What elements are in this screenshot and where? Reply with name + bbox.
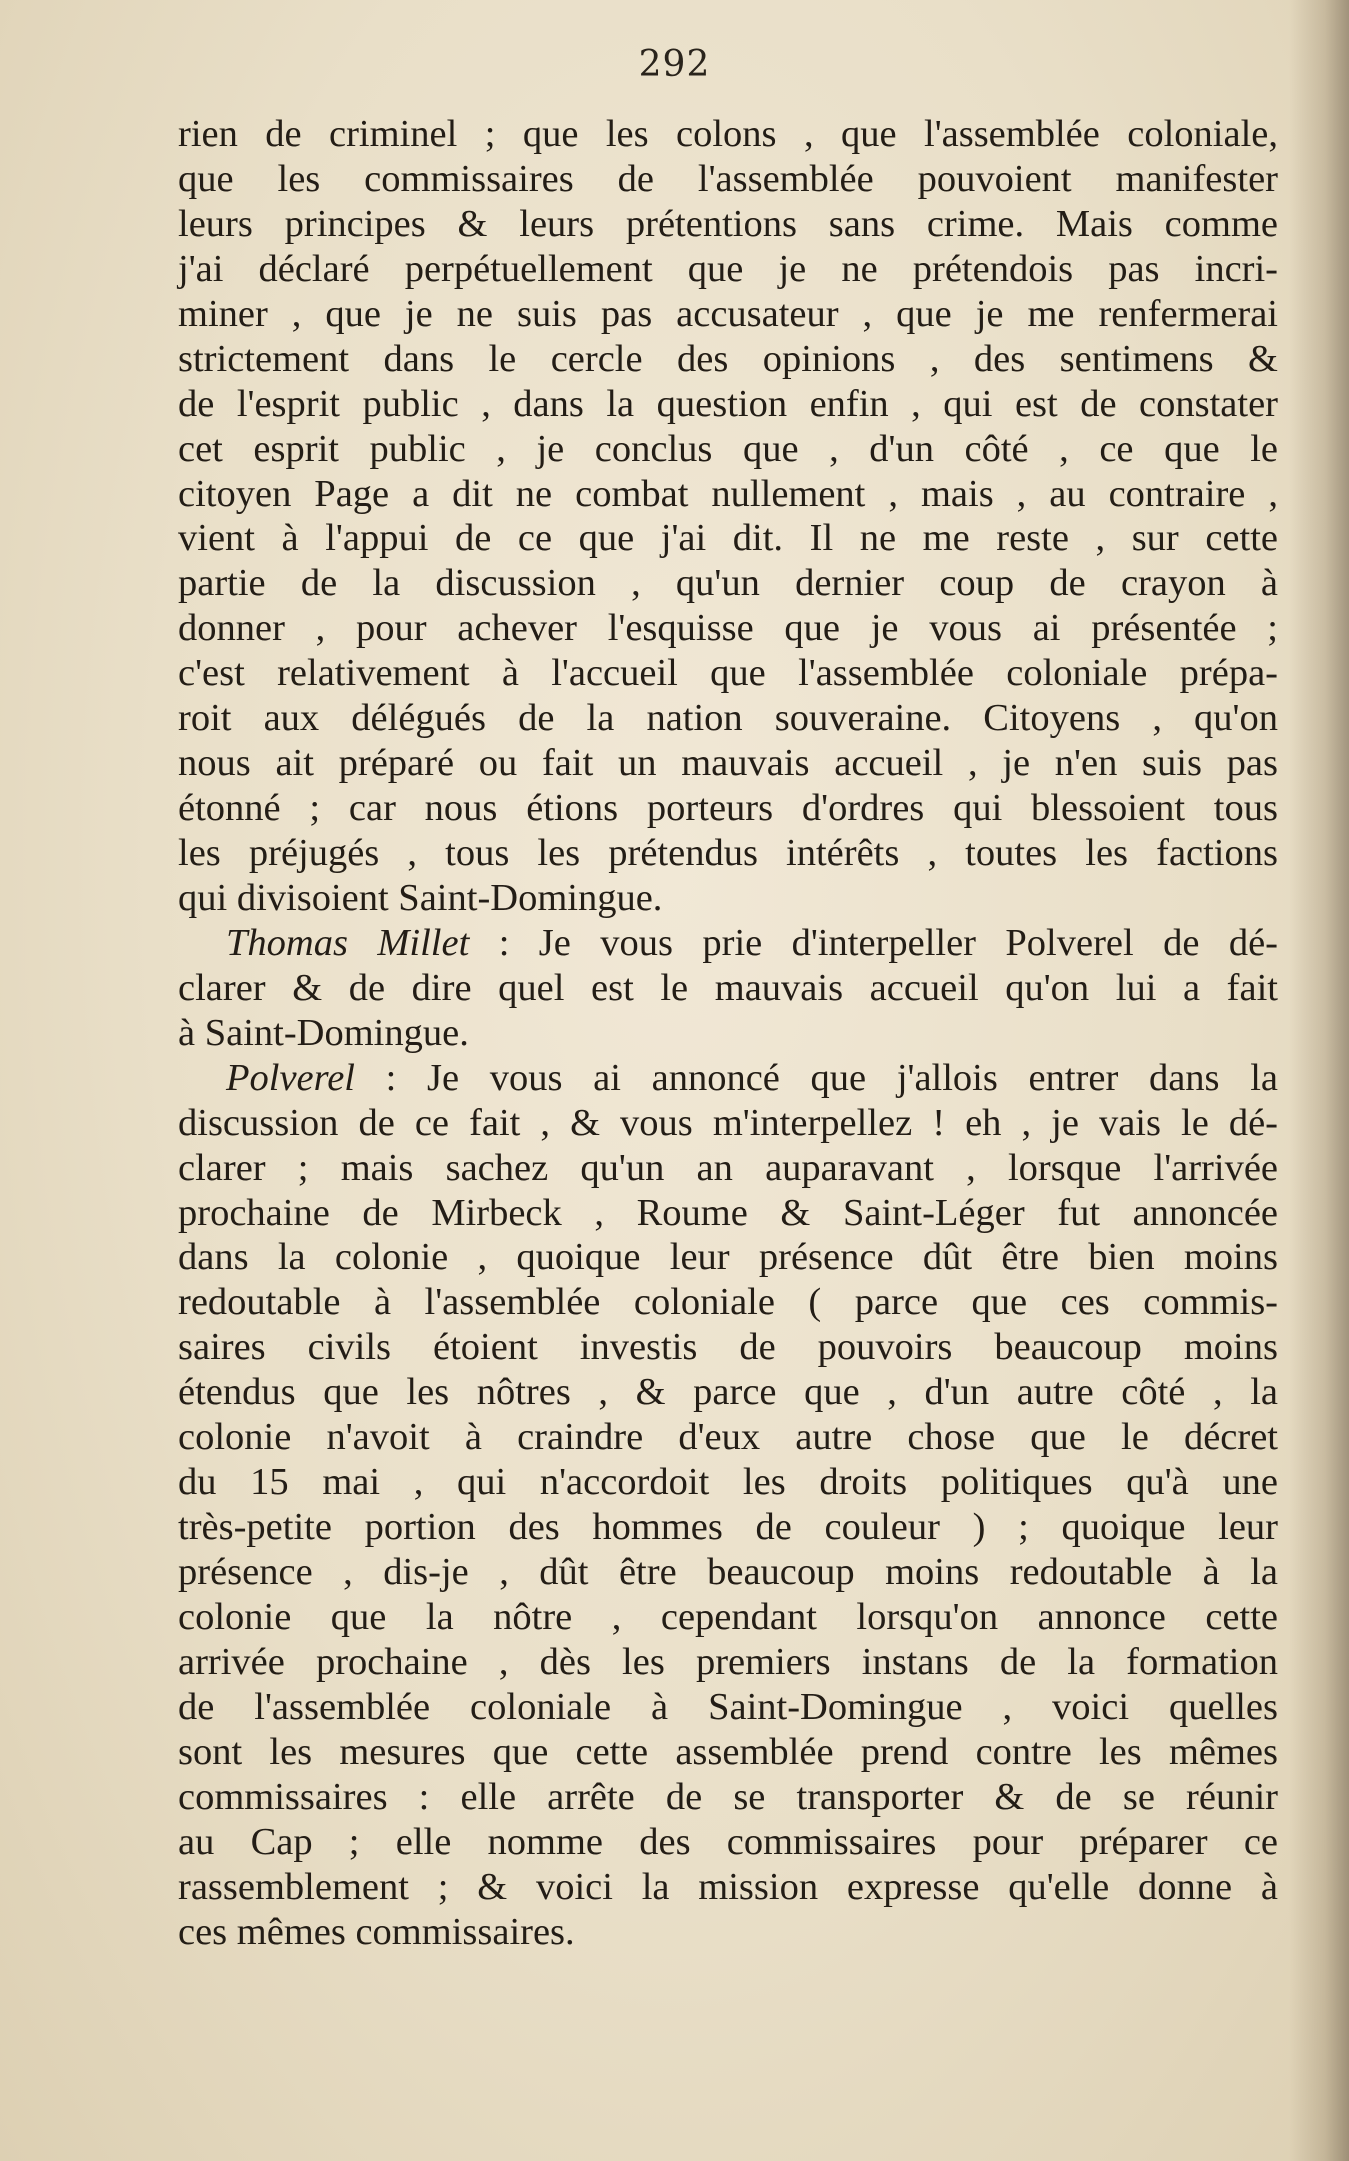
line-text: ces mêmes commissaires. [178,1910,575,1953]
line-text: rien de criminel ; que les colons , que l'assemblée coloniale, [178,113,1278,155]
line-text: vient à l'appui de ce que j'ai dit. Il ne me reste , sur cette [178,517,1278,560]
line-text: rassemblement ; & voici la mission expresse qu'elle donne à [178,1865,1278,1908]
line-text: donner , pour achever l'esquisse que je vous ai présentée ; [178,607,1278,650]
text-line [178,382,1278,427]
text-line [178,1235,1278,1280]
text-line [178,247,1278,292]
line-text: du 15 mai , qui n'accordoit les droits politiques qu'à une [178,1461,1278,1504]
text-line [178,1775,1278,1820]
text-line [178,1280,1278,1325]
text-line [178,1460,1278,1505]
line-text: nous ait préparé ou fait un mauvais accueil , je n'en suis pas [178,742,1278,785]
line-text: dans la colonie , quoique leur présence dût être bien moins [178,1236,1278,1279]
line-text: présence , dis-je , dût être beaucoup moins redoutable à la [178,1551,1278,1593]
line-text: j'ai déclaré perpétuellement que je ne prétendois pas incri- [178,247,1278,290]
text-line [178,337,1278,382]
text-line [178,1056,1278,1101]
text-line [178,1595,1278,1640]
line-text: colonie que la nôtre , cependant lorsqu'on annonce cette [178,1595,1278,1638]
text-line [178,921,1278,966]
line-text: commissaires : elle arrête de se transporter & de se réunir [178,1775,1278,1818]
text-line [178,292,1278,337]
text-line [178,1865,1278,1910]
line-text: strictement dans le cercle des opinions , des sentimens & [178,337,1278,380]
line-text: les préjugés , tous les prétendus intérêts , toutes les factions [178,832,1278,874]
text-line [178,1325,1278,1370]
line-text: prochaine de Mirbeck , Roume & Saint-Léger fut annoncée [178,1191,1278,1234]
text-line [178,606,1278,651]
line-text: miner , que je ne suis pas accusateur , que je me renfermerai [178,292,1278,335]
text-line [178,1505,1278,1550]
line-text: très-petite portion des hommes de couleur ) ; quoique leur [178,1506,1278,1549]
text-line [178,696,1278,741]
text-line [178,1370,1278,1415]
line-text: étonné ; car nous étions porteurs d'ordres qui blessoient tous [178,787,1278,830]
line-text: c'est relativement à l'accueil que l'assemblée coloniale prépa- [178,652,1278,695]
line-text: roit aux délégués de la nation souveraine. Citoyens , qu'on [178,697,1278,740]
text-line [178,1550,1278,1595]
line-text: que les commissaires de l'assemblée pouvoient manifester [178,157,1278,200]
line-text: leurs principes & leurs prétentions sans crime. Mais comme [178,202,1278,245]
text-line [178,202,1278,247]
text-line [178,786,1278,831]
text-line [178,1820,1278,1865]
line-text: discussion de ce fait , & vous m'interpellez ! eh , je vais le dé- [178,1101,1278,1144]
text-line [178,651,1278,696]
text-line [178,1101,1278,1146]
text-line [178,741,1278,786]
line-text: redoutable à l'assemblée coloniale ( parce que ces commis- [178,1281,1278,1324]
text-line [178,1191,1278,1236]
line-text: à Saint-Domingue. [178,1011,469,1054]
text-line [178,876,1278,921]
text-line [178,1730,1278,1775]
speaker-name: Thomas Millet [226,921,470,964]
line-text: partie de la discussion , qu'un dernier coup de crayon à [178,562,1278,605]
line-text: de l'assemblée coloniale à Saint-Domingue , voici quelles [178,1685,1278,1728]
text-line [178,472,1278,517]
text-line [178,516,1278,561]
line-text: sont les mesures que cette assemblée prend contre les mêmes [178,1730,1278,1773]
body-text [178,112,1278,1954]
text-line [178,966,1278,1011]
line-text: clarer & de dire quel est le mauvais accueil qu'on lui a fait [178,966,1278,1009]
line-text: étendus que les nôtres , & parce que , d'un autre côté , la [178,1371,1278,1414]
line-text: de l'esprit public , dans la question enfin , qui est de constater [178,382,1278,425]
line-text: qui divisoient Saint-Domingue. [178,876,663,919]
line-text: clarer ; mais sachez qu'un an auparavant , lorsque l'arrivée [178,1146,1278,1189]
text-line [178,427,1278,472]
text-line [178,157,1278,202]
text-line [178,1146,1278,1191]
line-text: colonie n'avoit à craindre d'eux autre chose que le décret [178,1416,1278,1459]
text-line [178,112,1278,157]
text-line [178,831,1278,876]
line-text: : Je vous prie d'interpeller Polverel de dé- [469,921,1278,964]
line-text: citoyen Page a dit ne combat nullement , mais , au contraire , [178,472,1278,515]
page-number: 292 [638,44,711,85]
line-text: arrivée prochaine , dès les premiers instans de la formation [178,1640,1278,1683]
text-line [178,1640,1278,1685]
text-line [178,1685,1278,1730]
speaker-name: Polverel [226,1056,355,1099]
line-text: saires civils étoient investis de pouvoirs beaucoup moins [178,1326,1278,1369]
text-line [178,561,1278,606]
line-text: cet esprit public , je conclus que , d'un côté , ce que le [178,427,1278,470]
text-line [178,1910,1278,1955]
text-line [178,1011,1278,1056]
line-text: : Je vous ai annoncé que j'allois entrer dans la [354,1056,1278,1099]
line-text: au Cap ; elle nomme des commissaires pour préparer ce [178,1820,1278,1863]
page-edge-shadow [1289,0,1349,2161]
text-line [178,1415,1278,1460]
